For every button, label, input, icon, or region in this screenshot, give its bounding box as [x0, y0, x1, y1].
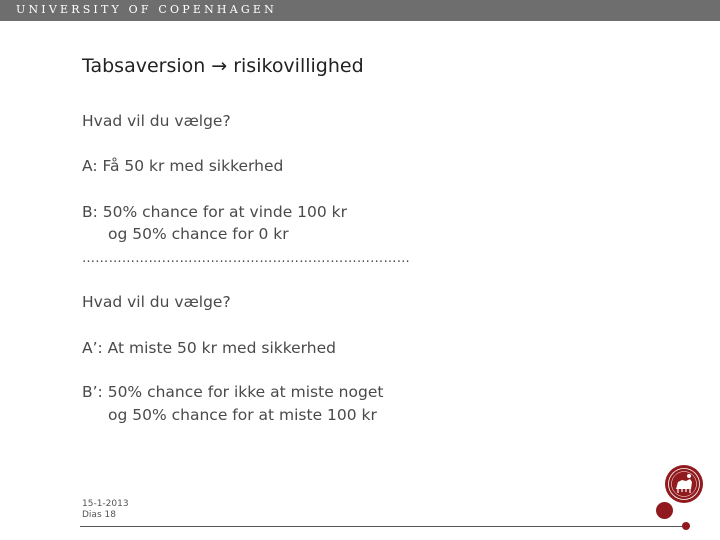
- university-seal-icon: [664, 464, 704, 504]
- footer-slide-number: Dias 18: [82, 510, 116, 520]
- option-b-prime-line-1: B’: 50% chance for ikke at miste noget: [82, 383, 384, 401]
- decorative-dot-small: [682, 522, 690, 530]
- dotted-separator: ……………….……………………………….………………: [82, 251, 411, 266]
- title-right: risikovillighed: [233, 55, 364, 77]
- option-a-prime: A’: At miste 50 kr med sikkerhed: [82, 339, 336, 357]
- question-1: Hvad vil du vælge?: [82, 112, 231, 130]
- university-header-bar: [0, 0, 720, 21]
- title-left: Tabsaversion: [82, 55, 206, 77]
- option-a: A: Få 50 kr med sikkerhed: [82, 157, 284, 175]
- decorative-dot-large: [656, 502, 673, 519]
- arrow-right-icon: →: [211, 55, 228, 77]
- slide-footer: [82, 499, 129, 521]
- footer-divider: [80, 526, 690, 527]
- option-b-line-2: og 50% chance for 0 kr: [108, 225, 289, 243]
- footer-date: 15-1-2013: [82, 499, 129, 509]
- university-name: UNIVERSITY OF COPENHAGEN: [16, 3, 277, 16]
- option-b-line-1: B: 50% chance for at vinde 100 kr: [82, 203, 348, 221]
- option-b-prime-line-2: og 50% chance for at miste 100 kr: [108, 406, 377, 424]
- question-2: Hvad vil du vælge?: [82, 293, 231, 311]
- slide-title: [82, 55, 364, 77]
